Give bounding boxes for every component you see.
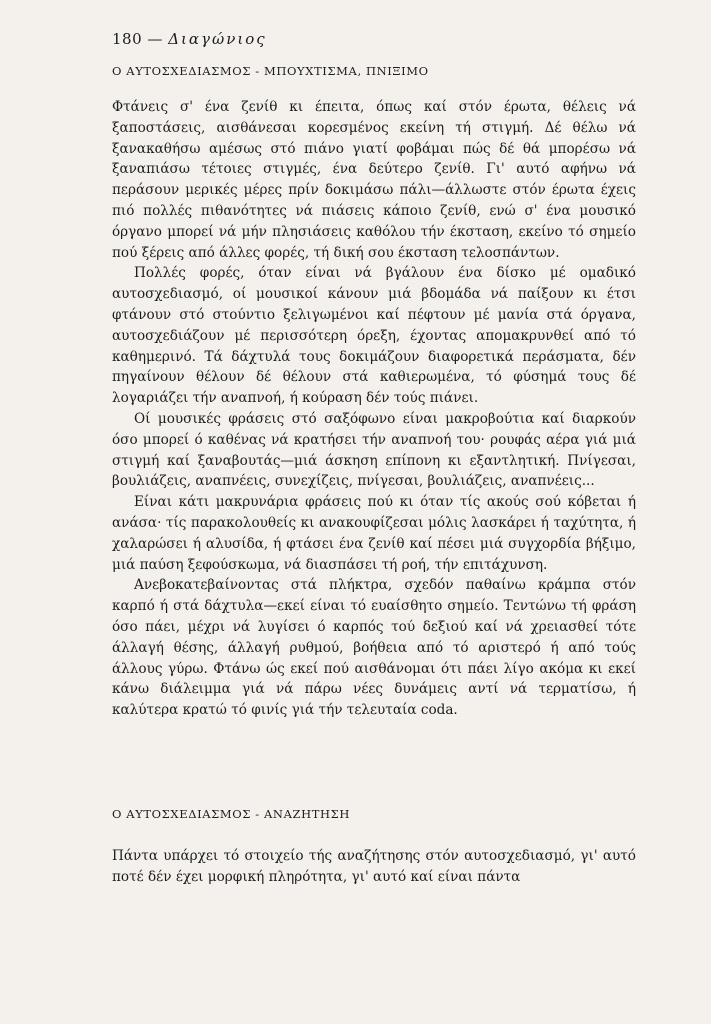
header-dash: — — [147, 30, 163, 48]
running-head — [112, 30, 267, 48]
section-body — [112, 97, 636, 721]
running-title: Διαγώνιος — [168, 30, 267, 48]
section-heading: Ο ΑΥΤΟΣΧΕΔΙΑΣΜΟΣ - ΑΝΑΖΗΤΗΣΗ — [112, 807, 350, 821]
paragraph: Οί μουσικές φράσεις στό σαξόφωνο είναι μακροβούτια καί διαρκούν όσο μπορεί ό καθένας νά κρατήσει τήν αναπνοή του· ρουφάς αέρα γιά μιά στιγμή καί ξαναβουτάς—μιά άσκηση επίπονη κι εξαντλητική. Πνίγεσαι, βουλιάζεις, αναπνέεις, συνεχίζεις, πνίγεσαι, βουλιάζεις, αναπνέεις... — [112, 410, 636, 490]
paragraph: Φτάνεις σ' ένα ζενίθ κι έπειτα, όπως καί στόν έρωτα, θέλεις νά ξαποστάσεις, αισθάνεσαι κορεσμένος εκείνη τή στιγμή. Δέ θέλω νά ξανακαθήσω αμέσως στό πιάνο γιατί φοβάμαι πώς δέ θά μπορέσω νά ξαναπιάσω τέτοιες στιγμές, ένα δεύτερο ζενίθ. Γι' αυτό αφήνω νά περάσουν μερικές μέρες πρίν δοκιμάσω πάλι—άλλωστε στόν έρωτα έχεις πιό πολλές πιθανότητες νά πιάσεις κάποιο ζενίθ, ενώ σ' ένα μουσικό όργανο μπορεί νά μήν πλησιάσεις καθόλου τήν έκσταση, εκείνο τό σημείο πού ξέρεις από άλλες φορές, τή δική σου έκσταση τελοσπάντων. — [112, 99, 636, 261]
page-number: 180 — [112, 30, 143, 48]
paragraph: Πάντα υπάρχει τό στοιχείο τής αναζήτησης στόν αυτοσχεδιασμό, γι' αυτό ποτέ δέν έχει μορφική πληρότητα, γι' αυτό καί είναι πάντα — [112, 848, 636, 885]
section-body — [112, 846, 636, 888]
paragraph: Είναι κάτι μακρυνάρια φράσεις πού κι όταν τίς ακούς σού κόβεται ή ανάσα· τίς παρακολουθείς κι ανακουφίζεσαι μόλις λασκάρει ή ταχύτητα, ή χαλαρώσει ή αλυσίδα, ή φτάσει ένα ζενίθ καί πέσει μιά συγχορδία βήξιμο, μιά παύση ξεφούσκωμα, νά διασπάσει τή ροή, τήν επιτάχυνση. — [112, 494, 636, 573]
paragraph: Ανεβοκατεβαίνοντας στά πλήκτρα, σχεδόν παθαίνω κράμπα στόν καρπό ή στά δάχτυλα—εκεί είναι τό ευαίσθητο σημείο. Τεντώνω τή φράση όσο πάει, μέχρι νά λυγίσει ό καρπός τού δεξιού καί νά χρειασθεί τότε άλλαγή θέσης, άλλαγή ρυθμού, βοήθεια από τό αριστερό ή από τούς άλλους γύρω. Φτάνω ώς εκεί πού αισθάνομαι ότι πάει λίγο ακόμα κι εκεί κάνω διάλειμμα γιά νά πάρω νέες δυνάμεις αντί νά τερματίσω, ή καλύτερα κρατώ τό φινίς γιά τήν τελευταία coda. — [112, 577, 636, 719]
paragraph: Πολλές φορές, όταν είναι νά βγάλουν ένα δίσκο μέ ομαδικό αυτοσχεδιασμό, οί μουσικοί κάνουν μιά βδομάδα νά παίξουν κι έτσι φτάνουν στό στούντιο ξελιγωμένοι καί πέφτουν μέ μανία στά όργανα, αυτοσχεδιάζουν μέ περισσότερη όρεξη, έχοντας απομακρυνθεί από τό καθημερινό. Τά δάχτυλά τους δοκιμάζουν διαφορετικά περάσματα, δέν πηγαίνουν θέλουν δέ θέλουν στά καθιερωμένα, τό φύσημά τους δέ λογαριάζει τήν αναπνοή, ή κούραση δέν τούς πιάνει. — [112, 265, 636, 407]
section-heading: Ο ΑΥΤΟΣΧΕΔΙΑΣΜΟΣ - ΜΠΟΥΧΤΙΣΜΑ, ΠΝΙΞΙΜΟ — [112, 64, 429, 78]
